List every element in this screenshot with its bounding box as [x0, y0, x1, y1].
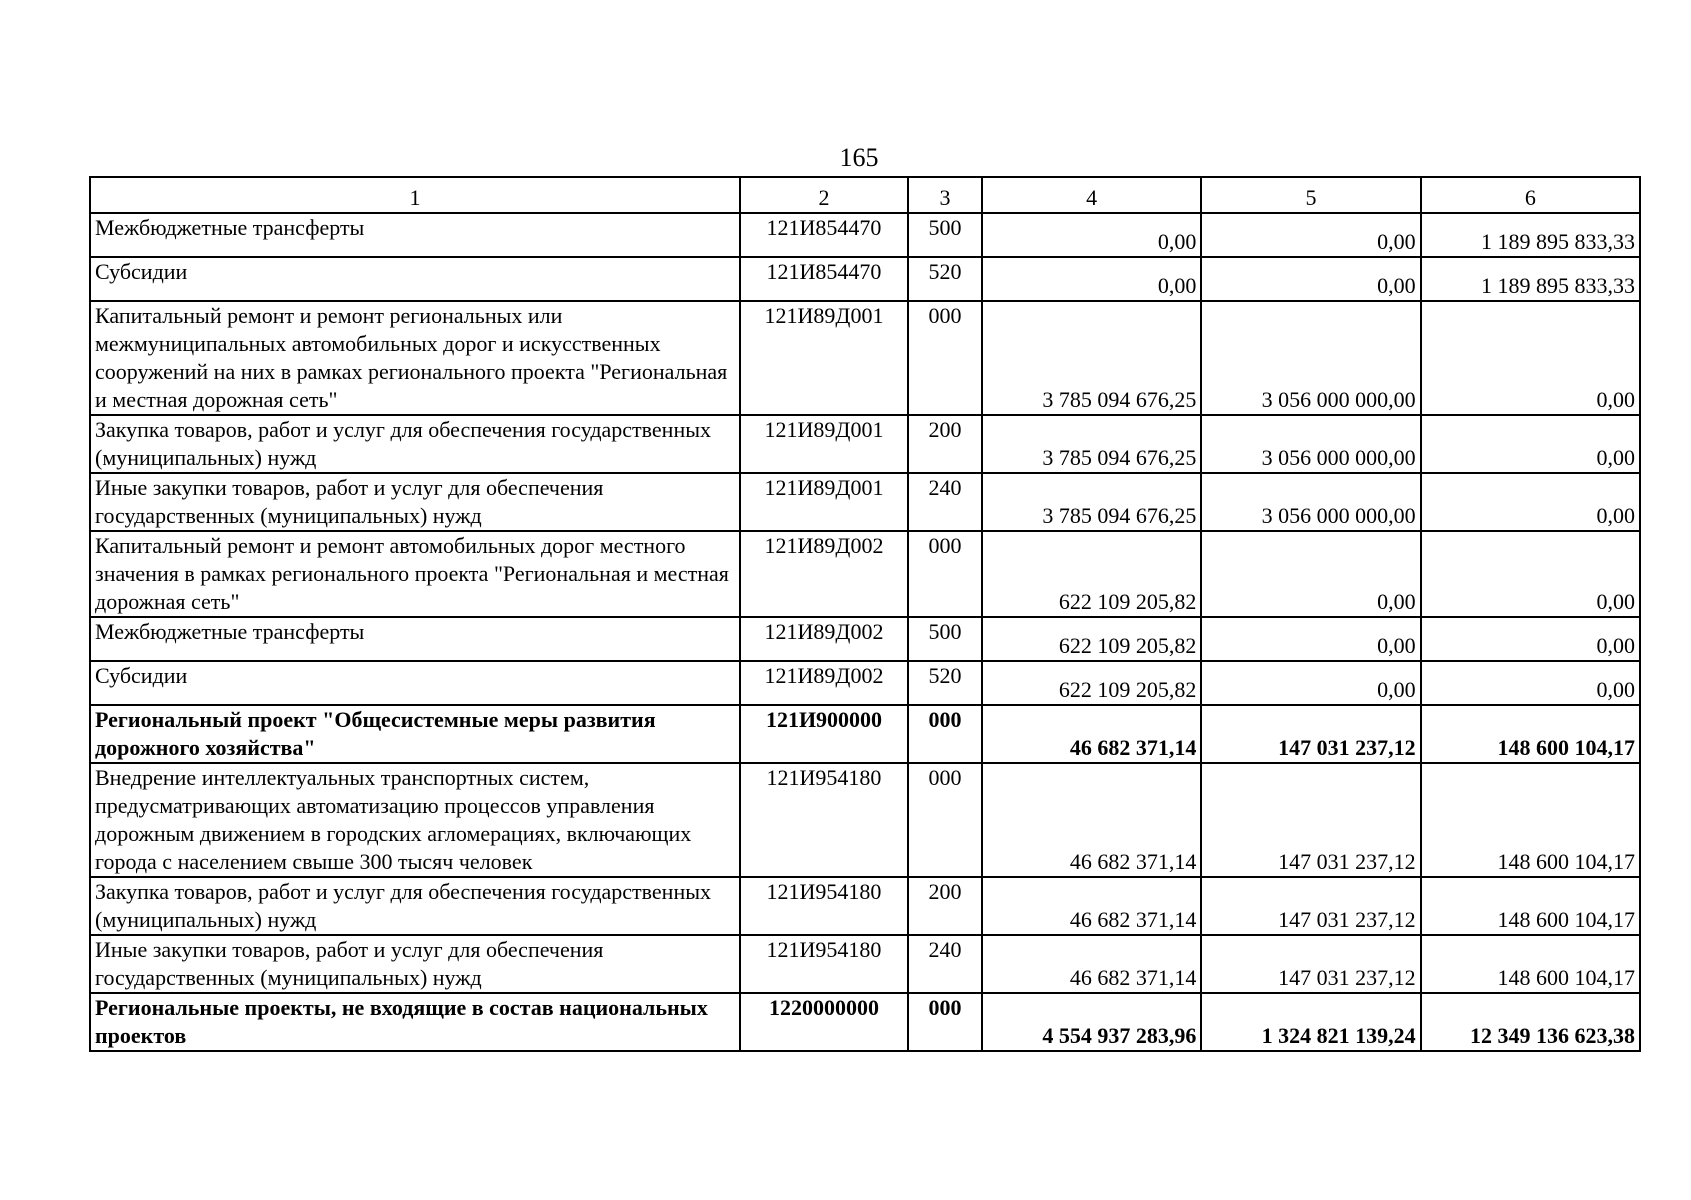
row-value-4: 0,00	[982, 213, 1201, 257]
row-code: 121И89Д001	[740, 473, 908, 531]
row-code: 121И89Д002	[740, 617, 908, 661]
row-value-5: 147 031 237,12	[1201, 935, 1420, 993]
row-name: Закупка товаров, работ и услуг для обеспечения государственных (муниципальных) нужд	[90, 877, 740, 935]
row-name: Внедрение интеллектуальных транспортных систем, предусматривающих автоматизацию процессов управления дорожным движением в городских агломерациях, включающих города с населением свыше 300 тысяч человек	[90, 763, 740, 877]
column-header-3: 3	[908, 177, 982, 213]
row-expense-kind: 500	[908, 213, 982, 257]
row-code: 121И900000	[740, 705, 908, 763]
table-row	[90, 617, 1640, 661]
row-expense-kind: 000	[908, 531, 982, 617]
row-code: 121И854470	[740, 213, 908, 257]
page-number: 165	[839, 143, 879, 172]
row-code: 121И954180	[740, 935, 908, 993]
row-name: Иные закупки товаров, работ и услуг для обеспечения государственных (муниципальных) нужд	[90, 473, 740, 531]
row-code: 121И89Д001	[740, 415, 908, 473]
row-expense-kind: 500	[908, 617, 982, 661]
row-expense-kind: 520	[908, 257, 982, 301]
table-row	[90, 473, 1640, 531]
row-code: 121И89Д002	[740, 531, 908, 617]
column-header-6: 6	[1421, 177, 1640, 213]
column-header-4: 4	[982, 177, 1201, 213]
row-value-4: 3 785 094 676,25	[982, 473, 1201, 531]
table-row	[90, 257, 1640, 301]
row-name: Межбюджетные трансферты	[90, 617, 740, 661]
row-value-6: 1 189 895 833,33	[1421, 213, 1640, 257]
row-value-4: 46 682 371,14	[982, 877, 1201, 935]
row-value-6: 148 600 104,17	[1421, 877, 1640, 935]
row-name: Закупка товаров, работ и услуг для обеспечения государственных (муниципальных) нужд	[90, 415, 740, 473]
row-code: 121И954180	[740, 877, 908, 935]
row-name: Региональные проекты, не входящие в состав национальных проектов	[90, 993, 740, 1051]
column-number-row	[90, 177, 1640, 213]
row-value-5: 3 056 000 000,00	[1201, 301, 1420, 415]
row-value-4: 46 682 371,14	[982, 935, 1201, 993]
table-row	[90, 705, 1640, 763]
row-name: Капитальный ремонт и ремонт автомобильных дорог местного значения в рамках регионального проекта "Региональная и местная дорожная сеть"	[90, 531, 740, 617]
row-value-4: 3 785 094 676,25	[982, 415, 1201, 473]
column-header-2: 2	[740, 177, 908, 213]
row-value-6: 0,00	[1421, 661, 1640, 705]
row-expense-kind: 000	[908, 705, 982, 763]
row-value-6: 0,00	[1421, 617, 1640, 661]
row-value-5: 0,00	[1201, 617, 1420, 661]
row-code: 121И89Д001	[740, 301, 908, 415]
row-code: 121И854470	[740, 257, 908, 301]
row-value-6: 148 600 104,17	[1421, 763, 1640, 877]
row-expense-kind: 240	[908, 473, 982, 531]
column-header-1: 1	[90, 177, 740, 213]
row-value-6: 0,00	[1421, 473, 1640, 531]
row-name: Субсидии	[90, 257, 740, 301]
row-value-4: 622 109 205,82	[982, 661, 1201, 705]
row-value-5: 3 056 000 000,00	[1201, 415, 1420, 473]
row-name: Иные закупки товаров, работ и услуг для обеспечения государственных (муниципальных) нужд	[90, 935, 740, 993]
column-header-5: 5	[1201, 177, 1420, 213]
row-expense-kind: 200	[908, 415, 982, 473]
row-name: Межбюджетные трансферты	[90, 213, 740, 257]
row-value-4: 46 682 371,14	[982, 763, 1201, 877]
row-value-6: 148 600 104,17	[1421, 705, 1640, 763]
row-name: Капитальный ремонт и ремонт региональных или межмуниципальных автомобильных дорог и искусственных сооружений на них в рамках регионального проекта "Региональная и местная дорожная сеть"	[90, 301, 740, 415]
row-value-5: 147 031 237,12	[1201, 763, 1420, 877]
row-expense-kind: 520	[908, 661, 982, 705]
table-row	[90, 661, 1640, 705]
row-value-5: 147 031 237,12	[1201, 877, 1420, 935]
row-value-6: 148 600 104,17	[1421, 935, 1640, 993]
row-value-6: 0,00	[1421, 415, 1640, 473]
row-value-5: 0,00	[1201, 213, 1420, 257]
row-name: Субсидии	[90, 661, 740, 705]
row-value-4: 46 682 371,14	[982, 705, 1201, 763]
table-row	[90, 531, 1640, 617]
row-value-5: 0,00	[1201, 661, 1420, 705]
row-value-5: 3 056 000 000,00	[1201, 473, 1420, 531]
table-row	[90, 763, 1640, 877]
row-code: 121И89Д002	[740, 661, 908, 705]
row-expense-kind: 240	[908, 935, 982, 993]
row-expense-kind: 200	[908, 877, 982, 935]
row-value-4: 0,00	[982, 257, 1201, 301]
table-row	[90, 213, 1640, 257]
row-expense-kind: 000	[908, 763, 982, 877]
row-value-5: 0,00	[1201, 257, 1420, 301]
row-value-6: 12 349 136 623,38	[1421, 993, 1640, 1051]
table-row	[90, 877, 1640, 935]
row-code: 1220000000	[740, 993, 908, 1051]
row-expense-kind: 000	[908, 993, 982, 1051]
row-value-6: 0,00	[1421, 301, 1640, 415]
row-value-5: 0,00	[1201, 531, 1420, 617]
row-value-5: 1 324 821 139,24	[1201, 993, 1420, 1051]
budget-table	[89, 176, 1641, 1052]
row-value-4: 622 109 205,82	[982, 531, 1201, 617]
row-expense-kind: 000	[908, 301, 982, 415]
row-name: Региональный проект "Общесистемные меры развития дорожного хозяйства"	[90, 705, 740, 763]
row-value-5: 147 031 237,12	[1201, 705, 1420, 763]
row-code: 121И954180	[740, 763, 908, 877]
row-value-6: 1 189 895 833,33	[1421, 257, 1640, 301]
row-value-4: 4 554 937 283,96	[982, 993, 1201, 1051]
table-row	[90, 993, 1640, 1051]
table-row	[90, 935, 1640, 993]
row-value-4: 3 785 094 676,25	[982, 301, 1201, 415]
row-value-6: 0,00	[1421, 531, 1640, 617]
table-row	[90, 301, 1640, 415]
row-value-4: 622 109 205,82	[982, 617, 1201, 661]
table-row	[90, 415, 1640, 473]
